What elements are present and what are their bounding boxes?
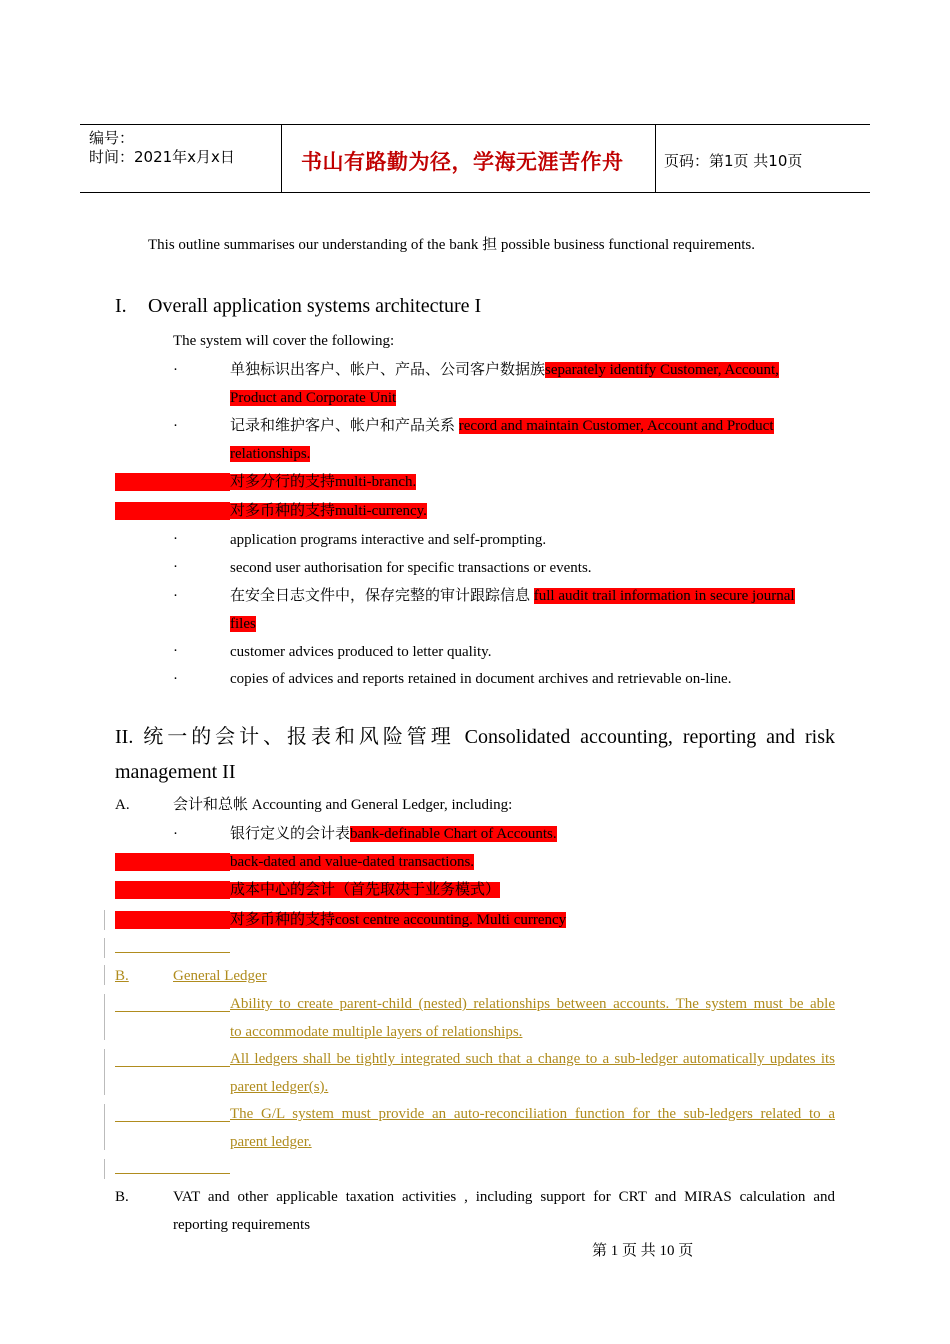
insertion-rule — [115, 1011, 230, 1012]
bullet-icon: · — [173, 671, 178, 687]
list-item — [230, 910, 566, 930]
header-motto: 书山有路勤为径，学海无涯苦作舟 — [301, 150, 624, 174]
header-bottom-rule — [80, 192, 870, 193]
intro-paragraph: This outline summarises our understanding of the bank 担 possible business functional requirements. — [148, 237, 755, 253]
header-date-label: 时间：2021年x月x日 — [89, 148, 235, 166]
list-item: second user authorisation for specific transactions or events. — [230, 560, 592, 576]
subsection-title-inserted: General Ledger — [173, 968, 267, 984]
header-divider — [281, 124, 282, 192]
header-divider — [655, 124, 656, 192]
revision-marker — [104, 938, 105, 958]
list-item: customer advices produced to letter quality. — [230, 644, 492, 660]
section2-heading: II. 统一的会计、报表和风险管理 Consolidated accounting, reporting and risk — [115, 726, 835, 748]
highlight-bar — [115, 853, 230, 871]
revision-marker — [104, 1104, 105, 1150]
list-item-cn: 对多币种的支持 — [230, 503, 336, 519]
list-item-cn: 记录和维护客户、帐户和产品关系 — [230, 418, 456, 434]
list-item-en: full audit trail information in secure journal — [533, 588, 795, 604]
list-item-continuation — [230, 388, 396, 408]
header-page-label: 页码：第1页 共10页 — [664, 152, 803, 170]
highlight-bar — [115, 881, 230, 899]
revision-marker — [104, 1049, 105, 1095]
list-item-en: cost centre accounting. Multi currency — [335, 912, 567, 928]
insertion-rule — [115, 1173, 230, 1174]
section1-lead: The system will cover the following: — [173, 333, 395, 349]
list-item — [230, 880, 500, 900]
insertion-rule — [115, 952, 230, 953]
list-item — [230, 501, 427, 521]
subsection-letter: A. — [115, 797, 130, 813]
list-item — [230, 472, 416, 492]
page-footer: 第 1 页 共 10 页 — [592, 1243, 694, 1259]
bullet-icon: · — [173, 418, 178, 434]
revision-marker — [104, 1159, 105, 1179]
list-item-en: back-dated and value-dated transactions. — [230, 854, 475, 870]
list-item — [230, 824, 557, 844]
list-item-en: record and maintain Customer, Account and Product — [458, 418, 774, 434]
subsection-text: VAT and other applicable taxation activities , including support for CRT and MIRAS calculation and — [173, 1189, 835, 1205]
list-item-en: multi-currency. — [335, 503, 427, 519]
highlight-bar — [115, 473, 230, 491]
list-item-en: bank-definable Chart of Accounts. — [350, 826, 557, 842]
highlight-bar — [115, 502, 230, 520]
list-item — [230, 416, 774, 436]
list-item-cn: 银行定义的会计表 — [230, 826, 351, 842]
list-item-inserted: Ability to create parent-child (nested) relationships between accounts. The system must be able — [230, 996, 835, 1012]
subsection-letter-inserted: B. — [115, 968, 129, 984]
list-item-inserted: The G/L system must provide an auto-reconciliation function for the sub-ledgers related to a — [230, 1106, 835, 1122]
insertion-rule — [115, 1066, 230, 1067]
list-item-inserted-cont: parent ledger(s). — [230, 1079, 329, 1095]
list-item-cn: 对多币种的支持 — [230, 912, 336, 928]
list-item-continuation — [230, 444, 310, 464]
list-item-en: Product and Corporate Unit — [230, 390, 397, 406]
list-item-cn: 对多分行的支持 — [230, 474, 336, 490]
bullet-icon: · — [173, 826, 178, 842]
list-item-inserted-cont: parent ledger. — [230, 1134, 312, 1150]
list-item-cn: 单独标识出客户、帐户、产品、公司客户数据族 — [230, 362, 546, 378]
list-item — [230, 360, 835, 380]
section1-number: I. — [115, 295, 127, 317]
subsection-text-cont: reporting requirements — [173, 1217, 311, 1233]
list-item-inserted: All ledgers shall be tightly integrated such that a change to a sub-ledger automatically updates its — [230, 1051, 835, 1067]
bullet-icon: · — [173, 531, 178, 547]
list-item: copies of advices and reports retained in document archives and retrievable on-line. — [230, 671, 732, 687]
list-item-en: relationships. — [230, 446, 311, 462]
list-item-cn: 在安全日志文件中，保存完整的审计跟踪信息 — [230, 588, 531, 604]
list-item — [230, 852, 474, 872]
list-item-continuation — [230, 614, 256, 634]
bullet-icon: · — [173, 559, 178, 575]
list-item — [230, 586, 795, 606]
bullet-icon: · — [173, 362, 178, 378]
header-top-rule — [80, 124, 870, 125]
bullet-icon: · — [173, 643, 178, 659]
subsection-title: 会计和总帐 Accounting and General Ledger, including: — [173, 797, 513, 813]
revision-marker — [104, 994, 105, 1040]
bullet-icon: · — [173, 588, 178, 604]
revision-marker — [104, 910, 105, 930]
list-item-en: files — [230, 616, 256, 632]
insertion-rule — [115, 1121, 230, 1122]
list-item-en: multi-branch. — [335, 474, 417, 490]
list-item-inserted-cont: to accommodate multiple layers of relationships. — [230, 1024, 523, 1040]
revision-marker — [104, 965, 105, 985]
list-item: application programs interactive and self-prompting. — [230, 532, 547, 548]
list-item-en: separately identify Customer, Account, — [545, 362, 779, 378]
highlight-bar — [115, 911, 230, 929]
section2-heading-cont: management II — [115, 761, 236, 783]
list-item-cn: 成本中心的会计（首先取决于业务模式） — [230, 882, 501, 898]
header-number-label: 编号： — [89, 129, 135, 147]
section1-title: Overall application systems architecture I — [148, 295, 482, 317]
subsection-letter: B. — [115, 1189, 129, 1205]
